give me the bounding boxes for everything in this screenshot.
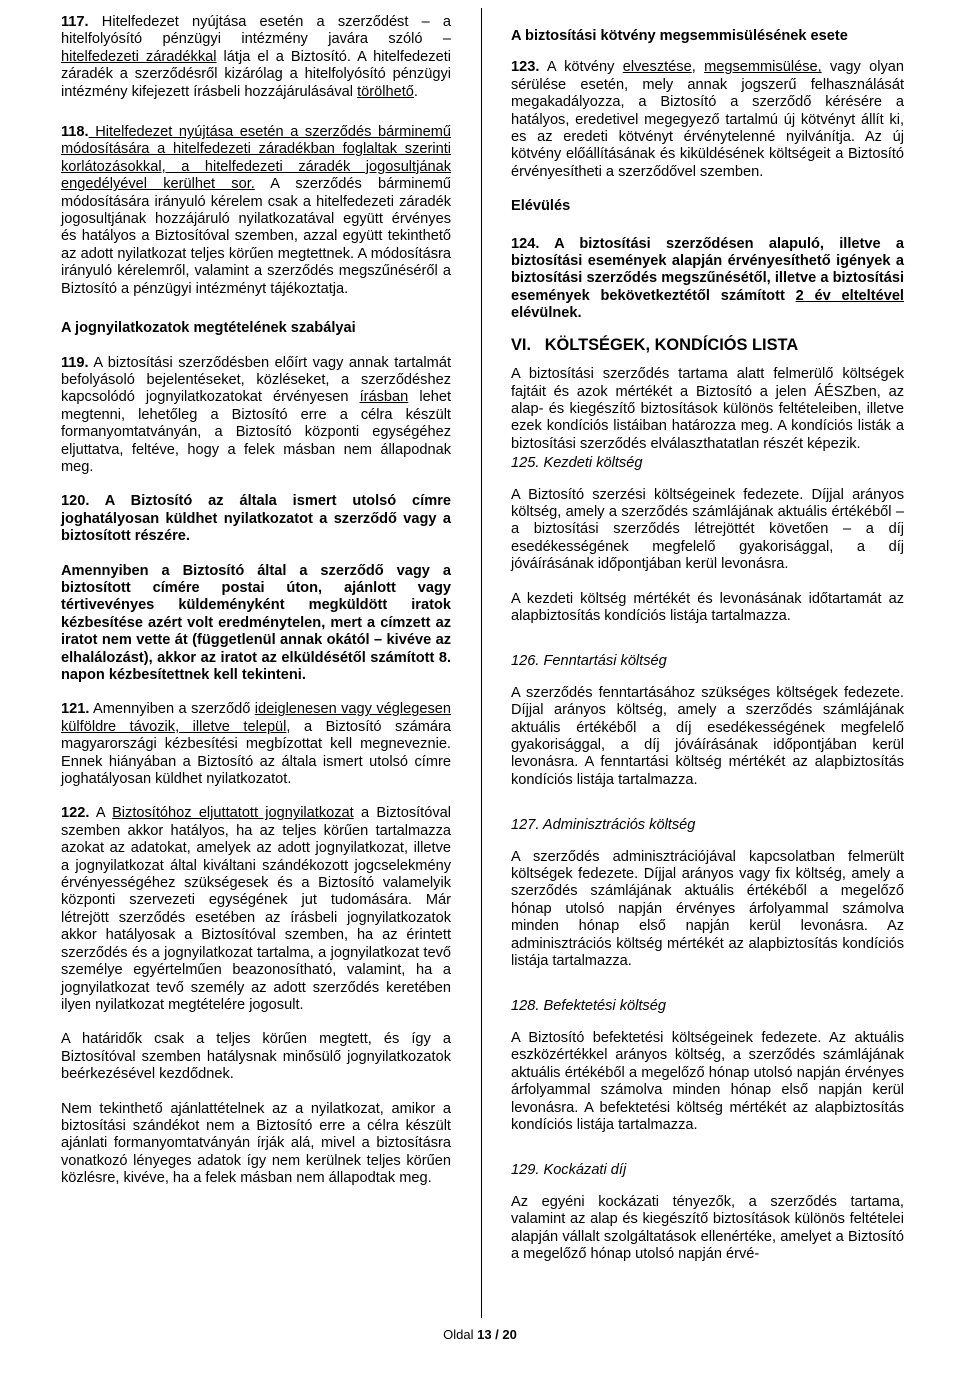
- page-separator: /: [491, 1327, 503, 1342]
- section-heading-elevules: Elévülés: [511, 198, 571, 215]
- paragraph-120-delivery: Amennyiben a Biztosító által a szerződő vagy a biztosított címére postai úton, ajánlott vagy tértivevényes küldeményként megküldött iratok kézbesítése azért volt eredménytelen, mert a címzett az iratot nem vette át (függetlenül annak okától – kivéve az elhalálozást), akkor az iratot az elküldésétől számított 8. napon kézbesítettnek kell tekinteni.: [61, 562, 451, 683]
- underlined-text: hitelfedezeti záradékkal: [61, 48, 217, 65]
- paragraph-126: A szerződés fenntartásához szükséges költségek fedezete. Díjjal arányos költség, amely a szerződés számlájának aktuális értékéből a díj esedékességének megfelelő gyakorisággal, a díj jóváírásának időpontjában kerül levonásra. A fenntartási költség mértékét az alapbiztosítás kondíciós listája tartalmazza.: [511, 684, 904, 788]
- paragraph-117: [61, 14, 451, 101]
- chapter-title-vi: VI. KÖLTSÉGEK, KONDÍCIÓS LISTA: [511, 335, 799, 354]
- paragraph-deadlines: A határidők csak a teljes körűen megtett, és így a Biztosítóval szemben hatálysnak minősülő jognyilatkozatok beérkezésével kezdődnek.: [61, 1031, 451, 1083]
- text: .: [413, 83, 418, 100]
- page-label: Oldal: [443, 1327, 478, 1342]
- clause-number: 122.: [61, 805, 90, 822]
- paragraph-127: A szerződés adminisztrációjával kapcsolatban felmerült költségek fedezete. Díjjal arányos vagy fix költség, amely a szerződés számlájának aktuális értékéből a megelőző hónap utolsó napján érvényes árfolyammal számolva minden hónap első napján kerül levonásra. Az adminisztrációs költség mértékét az alapbiztosítás kondíciós listája tartalmazza.: [511, 848, 904, 970]
- paragraph-122: [61, 805, 451, 1014]
- paragraph-125-b: A kezdeti költség mértékét és levonásának időtartamát az alapbiztosítás kondíciós listája tartalmazza.: [511, 590, 904, 624]
- text: a Biztosítóval szemben akkor hatályos, ha az teljes körűen tartalmazza azokat az adatokat, amelyek az adott jognyilatkozat, illetve a jognyilatkozat által kiváltani szándékozott jogcselekmény érvényességéhez szükségesek és a Biztosító valamelyik központi szervezeti egységének jut tudomására. Már létrejött szerződés esetében az írásbeli jognyilatkozatok akkor hatályosak a Biztosítóval szemben, ha az érintett szerződés és a jognyilatkozat tartalma, a jognyilatkozat tevő személye egyértelműen beazonosítható, valamint, ha a jognyilatkozat tevő személy az adott szerződés keretében ilyen nyilatkozat megtételére jogosult.: [61, 805, 451, 1013]
- subheading-125: 125. Kezdeti költség: [511, 455, 643, 472]
- column-divider: [481, 8, 482, 1318]
- page-footer: [0, 1327, 960, 1342]
- clause-number: 118.: [61, 124, 89, 141]
- text: vagy olyan sérülése esetén, mely annak jogszerű felhasználását megakadályozza, a Biztosító a szerződő kérésére a hatályos, eredetivel megegyező tartalmú új kötvényt állít ki, es az eredeti kötvényt érvénytelenné nyilvánítja. Az új kötvény előállításának és kiküldésének költségeit a Biztosító érvényesítheti a szerződővel szemben.: [511, 59, 904, 180]
- left-column: [61, 14, 451, 1205]
- text: A kötvény: [539, 59, 623, 76]
- subheading-126: 126. Fenntartási költség: [511, 653, 667, 670]
- paragraph-129: Az egyéni kockázati tényezők, a szerződés tartama, valamint az alap és kiegészítő biztosítások különös feltételei alapján vállalt szolgáltatások ellenértéke, amelyet a Biztosító a megelőző hónap utolsó napján érvé-: [511, 1193, 904, 1262]
- underlined-text: Hitelfedezet nyújtása esetén a szerződés bárminemű módosítására a hitelfedezeti záradékban foglaltak szerinti korlátozásokkal, a hitelfedezeti záradék jogosultjának engedélyével kerülhet sor.: [61, 124, 451, 193]
- clause-number: 117.: [61, 14, 89, 30]
- paragraph-118: [61, 124, 451, 298]
- paragraph-123: [511, 59, 904, 181]
- underlined-text: írásban: [359, 389, 409, 406]
- paragraph-120: 120. A Biztosító az általa ismert utolsó címre joghatályosan küldhet nyilatkozatot a szerződő vagy a biztosított részére.: [61, 493, 451, 545]
- paragraph-124: [511, 236, 904, 323]
- right-column: [511, 28, 904, 1280]
- text: A biztosítási szerződésben előírt vagy annak tartalmát befolyásoló bejelentéseket, közléseket, a szerződéshez kapcsolódó jognyilatkozatokat érvényesen: [61, 354, 451, 406]
- total-pages: 20: [502, 1327, 517, 1342]
- subheading-128: 128. Befektetési költség: [511, 998, 666, 1015]
- section-heading-jognyilatkozatok: A jognyilatkozatok megtételének szabályai: [61, 320, 356, 337]
- underlined-text: Biztosítóhoz eljuttatott jognyilatkozat: [112, 805, 354, 822]
- underlined-text: törölhető: [357, 83, 414, 100]
- subheading-129: 129. Kockázati díj: [511, 1162, 627, 1179]
- paragraph-vi-intro: A biztosítási szerződés tartama alatt felmerülő költségek fajtáit és azok mértékét a Biztosító a jelen ÁÉSZben, az alap- és kiegészítő biztosítások különös feltételeiben, illetve ezek kondíciós listáiban határozza meg. A kondíciós listák a biztosítási szerződés elválaszthatatlan részét képezik.: [511, 366, 904, 452]
- text: , a Biztosító számára magyarországi kézbesítési megbízottat kell megneveznie. Ennek hiányában a Biztosító az általa ismert utolsó címre joghatályosan küldhet nyilatkozatot.: [61, 718, 451, 788]
- paragraph-121: [61, 701, 451, 788]
- paragraph-not-offer: Nem tekinthető ajánlattételnek az a nyilatkozat, amikor a biztosítási szándékot nem a Biztosító erre a célra készült ajánlati formanyomtatványán írják alá, mivel a biztosításra vonatkozó lényeges adatok így nem kerülnek teljes körűen közlésre, kivéve, ha a felek másban nem állapodtak meg.: [61, 1100, 451, 1187]
- underlined-text: megsemmisülése,: [704, 59, 822, 76]
- underlined-text: 2 év elteltével: [795, 287, 904, 304]
- section-heading-policy-destruction: A biztosítási kötvény megsemmisülésének esete: [511, 28, 848, 44]
- paragraph-128: A Biztosító befektetési költségeinek fedezete. Az aktuális eszközértékkel arányos költség, a szerződés számlájának aktuális értékéből a megelőző hónap utolsó napján érvényes árfolyammal számolva minden hónap első napján kerül levonásra. A befektetési költség mértékét az alapbiztosítás kondíciós listája tartalmazza.: [511, 1029, 904, 1133]
- text: elévülnek.: [511, 305, 582, 322]
- text: ,: [691, 59, 705, 76]
- text: A szerződés bárminemű módosítására irányuló kérelem csak a hitelfedezeti záradék jogosultjának hozzájáruló nyilatkozatával együtt érvényes és hatályos a Biztosítóval szemben, azzal együtt tekinthető az adott nyilatkozat teljes körűen megtettnek. A módosításra irányuló kérelemről, valamint a szerződés megszűnéséről a Biztosító a pénzügyi intézményt tájékoztatja.: [61, 176, 452, 297]
- paragraph-125: A Biztosító szerzési költségeinek fedezete. Díjjal arányos költség, amely a szerződés számlájának aktuális értékéből – a biztosítási szerződés létrejöttét követően – a díj esedékességének megfelelő gyakorisággal, a díj jóváírásának időpontjában kerül levonásra.: [511, 486, 904, 573]
- current-page-number: 13: [477, 1327, 492, 1342]
- underlined-text: ideiglenesen vagy véglegesen külföldre távozik, illetve települ: [61, 701, 451, 735]
- clause-number: 123.: [511, 59, 540, 76]
- text: 124. A biztosítási szerződésen alapuló, illetve a biztosítási események alapján érvényesíthető igények a biztosítási szerződés megszűnésétől, illetve a biztosítási események bekövetkeztétől számított: [511, 235, 904, 304]
- subheading-127: 127. Adminisztrációs költség: [511, 817, 696, 834]
- clause-number: 119.: [61, 354, 89, 371]
- paragraph-119: [61, 355, 451, 477]
- clause-number: 121.: [61, 701, 90, 718]
- text: lehet megtenni, lehetőleg a Biztosító erre a célra készült formanyomtatványán, a Biztosító központi egységéhez eljuttatva, feltéve, hogy a felek másban nem állapodnak meg.: [61, 389, 452, 475]
- text: Amennyiben a szerződő: [89, 701, 255, 718]
- text: Hitelfedezet nyújtása esetén a szerződést – a hitelfolyósító pénzügyi intézmény javára szóló –: [61, 14, 451, 48]
- underlined-text: elvesztése: [622, 59, 692, 76]
- text: A: [89, 805, 113, 822]
- text: látja el a Biztosító. A hitelfedezeti záradék a szerződésről kizárólag a hitelfolyósító pénzügyi intézmény kifejezett írásbeli hozzájárulásával: [61, 48, 451, 100]
